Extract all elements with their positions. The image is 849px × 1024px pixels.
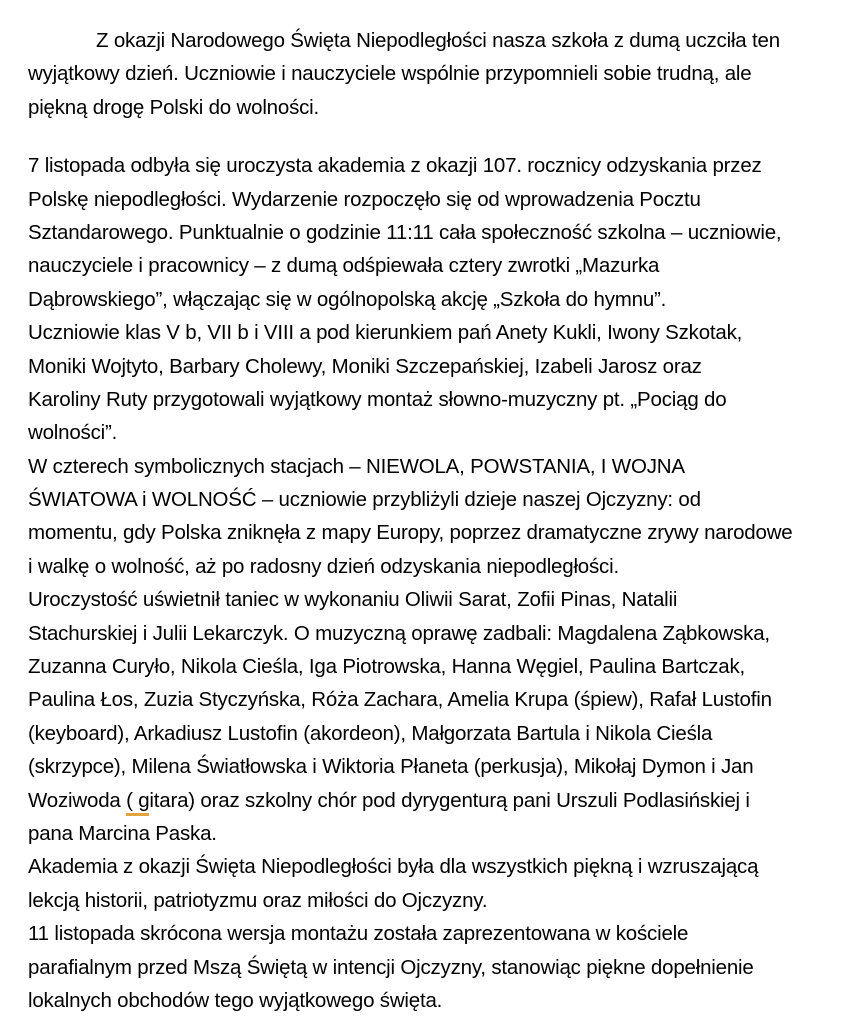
- text-line: Z okazji Narodowego Święta Niepodległości nasza szkoła z dumą uczciła ten: [96, 29, 780, 52]
- paragraph-main: [28, 149, 835, 1017]
- text-line: parafialnym przed Mszą Świętą w intencji Ojczyzny, stanowiąc piękne dopełnienie: [28, 955, 754, 979]
- text-line: 7 listopada odbyła się uroczysta akademia z okazji 107. rocznicy odzyskania przez: [28, 154, 762, 178]
- text-line: W czterech symbolicznych stacjach – NIEWOLA, POWSTANIA, I WOJNA: [28, 454, 685, 478]
- text-line: (keyboard), Arkadiusz Lustofin (akordeon), Małgorzata Bartula i Nikola Cieśla: [28, 721, 713, 745]
- text-line: wyjątkowy dzień. Uczniowie i nauczyciele wspólnie przypomnieli sobie trudną, ale: [28, 62, 752, 86]
- text-line: i walkę o wolność, aż po radosny dzień odzyskania niepodległości.: [28, 554, 619, 578]
- grammar-check-underline: ( g: [126, 789, 149, 816]
- text-line: ŚWIATOWA i WOLNOŚĆ – uczniowie przybliżyli dzieje naszej Ojczyzny: od: [28, 488, 701, 512]
- text-segment: Woziwoda: [28, 788, 127, 812]
- text-line: Stachurskiej i Julii Lekarczyk. O muzyczną oprawę zadbali: Magdalena Ząbkowska,: [28, 621, 770, 645]
- text-line: Akademia z okazji Święta Niepodległości była dla wszystkich piękną i wzruszającą: [28, 855, 759, 879]
- text-line: wolności”.: [28, 421, 118, 445]
- text-line: Dąbrowskiego”, włączając się w ogólnopolską akcję „Szkoła do hymnu”.: [28, 287, 667, 311]
- text-line: 11 listopada skrócona wersja montażu została zaprezentowana w kościele: [28, 922, 689, 946]
- paragraph-intro: [28, 24, 835, 124]
- text-line: Zuzanna Curyło, Nikola Cieśla, Iga Piotrowska, Hanna Węgiel, Paulina Bartczak,: [28, 655, 746, 679]
- text-segment: itara) oraz szkolny chór pod dyrygenturą pani Urszuli Podlasińskiej i: [149, 788, 750, 812]
- text-line: piękną drogę Polski do wolności.: [28, 95, 320, 119]
- text-line: (skrzypce), Milena Światłowska i Wiktoria Płaneta (perkusja), Mikołaj Dymon i Jan: [28, 755, 754, 779]
- text-line: momentu, gdy Polska zniknęła z mapy Europy, poprzez dramatyczne zrywy narodowe: [28, 521, 793, 545]
- text-line: lokalnych obchodów tego wyjątkowego święta.: [28, 988, 443, 1012]
- text-line: Sztandarowego. Punktualnie o godzinie 11:11 cała społeczność szkolna – uczniowie,: [28, 220, 782, 244]
- text-line: Moniki Wojtyto, Barbary Cholewy, Moniki Szczepańskiej, Izabeli Jarosz oraz: [28, 354, 702, 378]
- text-line: Paulina Łos, Zuzia Styczyńska, Róża Zachara, Amelia Krupa (śpiew), Rafał Lustofin: [28, 688, 772, 712]
- text-line-with-grammar-mark: [28, 784, 835, 817]
- text-line: nauczyciele i pracownicy – z dumą odśpiewała cztery zwrotki „Mazurka: [28, 254, 660, 278]
- text-line: pana Marcina Paska.: [28, 821, 217, 845]
- text-line: lekcją historii, patriotyzmu oraz miłości do Ojczyzny.: [28, 888, 488, 912]
- text-line: Polskę niepodległości. Wydarzenie rozpoczęło się od wprowadzenia Pocztu: [28, 187, 701, 211]
- text-line: Uroczystość uświetnił taniec w wykonaniu Oliwii Sarat, Zofii Pinas, Natalii: [28, 588, 678, 612]
- text-line: Karoliny Ruty przygotowali wyjątkowy montaż słowno-muzyczny pt. „Pociąg do: [28, 387, 727, 411]
- text-line: Uczniowie klas V b, VII b i VIII a pod kierunkiem pań Anety Kukli, Iwony Szkotak,: [28, 321, 743, 345]
